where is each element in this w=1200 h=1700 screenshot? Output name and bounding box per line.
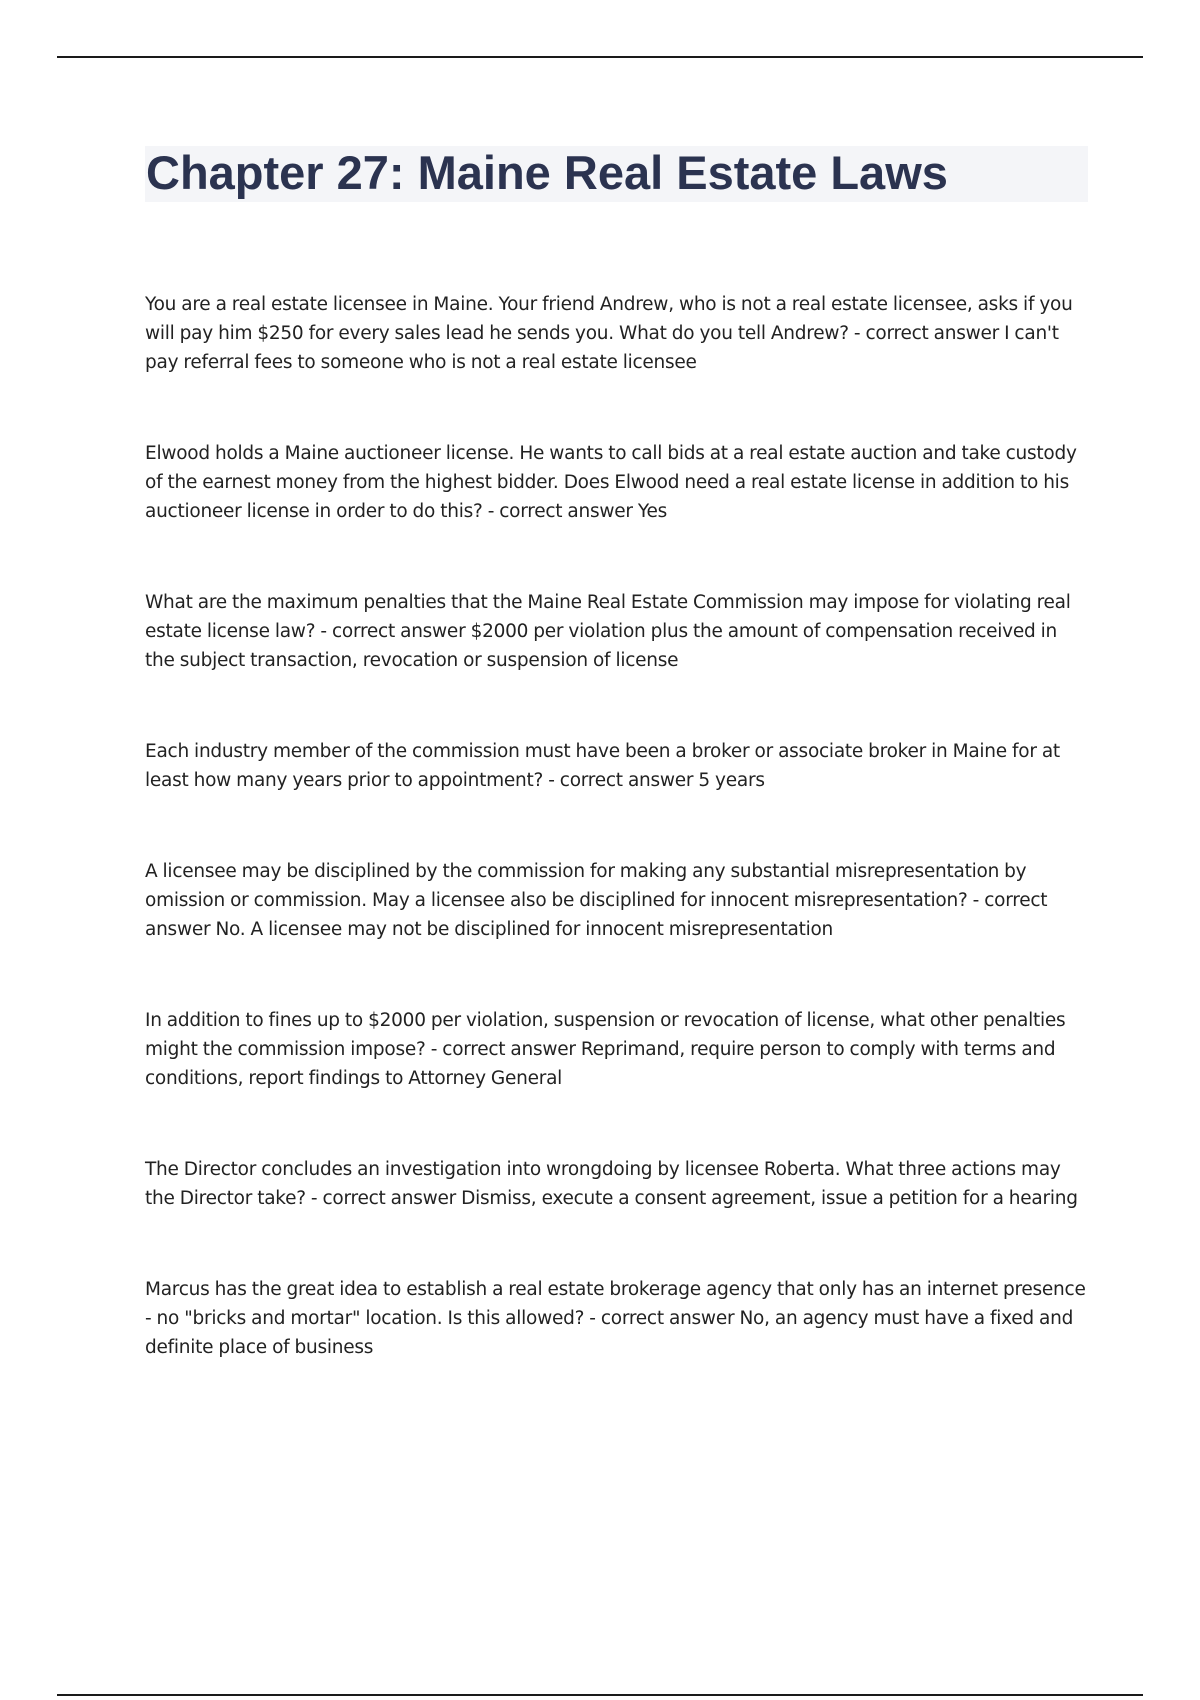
qa-item xyxy=(145,1155,1087,1213)
qa-item xyxy=(145,857,1087,944)
page-title: Chapter 27: Maine Real Estate Laws xyxy=(146,146,948,199)
answer-text: No. A licensee may not be disciplined for innocent misrepresentation xyxy=(215,919,834,940)
answer-text: I can't pay referral fees to someone who is not a real estate licensee xyxy=(145,323,1059,373)
answer-text: Yes xyxy=(637,501,667,522)
answer-text: Reprimand, require person to comply with terms and conditions, report findings to Attorney General xyxy=(145,1039,1056,1089)
question-text: In addition to fines up to $2000 per violation, suspension or revocation of license, what other penalties might the commission impose? - correct answer xyxy=(145,1010,1066,1060)
qa-item xyxy=(145,290,1087,377)
answer-text: No, an agency must have a fixed and definite place of business xyxy=(145,1308,1074,1358)
qa-item xyxy=(145,1275,1087,1362)
qa-item xyxy=(145,588,1087,675)
qa-item xyxy=(145,439,1087,526)
question-text: A licensee may be disciplined by the commission for making any substantial misrepresentation by omission or commission. May a licensee also be disciplined for innocent misrepresentation? - correct answer xyxy=(145,861,1048,940)
answer-text: $2000 per violation plus the amount of compensation received in the subject transaction, revocation or suspension of license xyxy=(145,621,1057,671)
question-text: Marcus has the great idea to establish a real estate brokerage agency that only has an internet presence - no "bricks and mortar" location. Is this allowed? - correct answer xyxy=(145,1279,1086,1329)
question-text: What are the maximum penalties that the Maine Real Estate Commission may impose for violating real estate license law? - correct answer xyxy=(145,592,1071,642)
question-text: Elwood holds a Maine auctioneer license. He wants to call bids at a real estate auction and take custody of the earnest money from the highest bidder. Does Elwood need a real estate license in addition to his auctioneer license in order to do this? - correct answer xyxy=(145,443,1077,522)
question-text: Each industry member of the commission must have been a broker or associate broker in Maine for at least how many years prior to appointment? - correct answer xyxy=(145,741,1060,791)
answer-text: Dismiss, execute a consent agreement, issue a petition for a hearing xyxy=(461,1188,1078,1209)
qa-item xyxy=(145,737,1087,795)
question-text: You are a real estate licensee in Maine. Your friend Andrew, who is not a real estate licensee, asks if you will pay him $250 for every sales lead he sends you. What do you tell Andrew? - correct answer xyxy=(145,294,1073,344)
question-text: The Director concludes an investigation into wrongdoing by licensee Roberta. What three actions may the Director take? - correct answer xyxy=(145,1159,1061,1209)
answer-text: 5 years xyxy=(698,770,765,791)
top-rule xyxy=(57,56,1143,58)
qa-item xyxy=(145,1006,1087,1093)
bottom-rule xyxy=(57,1694,1143,1696)
